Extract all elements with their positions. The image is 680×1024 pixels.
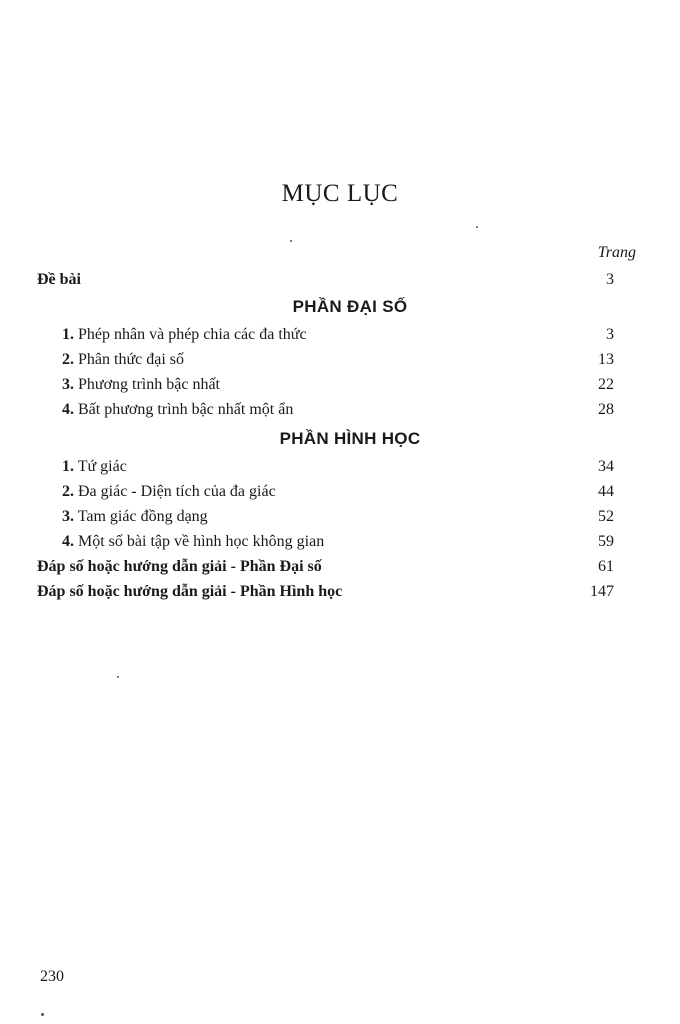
toc-entry-label (62, 348, 184, 372)
toc-entry-label (62, 530, 324, 554)
toc-entry-page: 3 (606, 326, 614, 343)
toc-entry-page: 52 (598, 508, 614, 525)
toc-entry-text: Phép nhân và phép chia các đa thức (78, 326, 307, 343)
toc-entry-number: 4. (62, 401, 74, 418)
toc-entry-text: Tam giác đồng dạng (77, 508, 208, 525)
toc-entry-number: 3. (62, 376, 74, 393)
toc-entry-label: Đáp số hoặc hướng dẫn giải - Phần Hình học (37, 583, 343, 600)
scan-speck (117, 676, 119, 678)
scan-speck (476, 226, 478, 228)
toc-entry-number: 2. (62, 483, 74, 500)
toc-entry-label: Đề bài (37, 271, 81, 288)
toc-entry-algebra-4 (0, 398, 680, 422)
toc-entry-algebra-3 (0, 373, 680, 397)
toc-entry-label: Đáp số hoặc hướng dẫn giải - Phần Đại số (37, 558, 322, 575)
toc-entry-text: Bất phương trình bậc nhất một ẩn (78, 401, 294, 418)
toc-entry-geometry-3 (0, 505, 680, 529)
toc-entry-text: Một số bài tập về hình học không gian (78, 533, 325, 550)
toc-entry-page: 61 (598, 558, 614, 575)
toc-title: MỤC LỤC (281, 180, 399, 207)
scan-speck (290, 240, 292, 242)
toc-entry-text: Đa giác - Diện tích của đa giác (78, 483, 276, 500)
toc-entry-algebra-1 (0, 323, 680, 347)
toc-entry-label (62, 455, 127, 479)
toc-entry-number: 4. (62, 533, 74, 550)
toc-entry-page: 22 (598, 376, 614, 393)
toc-entry-page: 34 (598, 458, 614, 475)
toc-entry-text: Phương trình bậc nhất (78, 376, 220, 393)
toc-entry-answers-algebra (0, 555, 680, 579)
toc-entry-intro (0, 268, 680, 292)
toc-entry-geometry-1 (0, 455, 680, 479)
toc-entry-label (62, 505, 208, 529)
toc-entry-text: Tứ giác (77, 458, 127, 475)
part-heading-geometry: PHẦN HÌNH HỌC (279, 429, 421, 448)
toc-entry-label (62, 323, 307, 347)
toc-entry-page: 28 (598, 401, 614, 418)
toc-entry-page: 147 (590, 583, 614, 600)
toc-entry-geometry-2 (0, 480, 680, 504)
toc-entry-text: Phân thức đại số (78, 351, 184, 368)
toc-entry-label (62, 480, 276, 504)
scan-speck (41, 1013, 44, 1016)
toc-entry-label (62, 373, 220, 397)
toc-entry-number: 1. (62, 326, 74, 343)
toc-entry-geometry-4 (0, 530, 680, 554)
toc-entry-number: 1. (62, 458, 74, 475)
toc-entry-algebra-2 (0, 348, 680, 372)
toc-entry-number: 3. (62, 508, 74, 525)
part-heading-algebra: PHẦN ĐẠI SỐ (292, 297, 408, 316)
toc-entry-page: 44 (598, 483, 614, 500)
toc-entry-page: 13 (598, 351, 614, 368)
toc-entry-answers-geometry (0, 580, 680, 604)
toc-entry-number: 2. (62, 351, 74, 368)
page-number: 230 (40, 968, 64, 985)
toc-entry-label (62, 398, 293, 422)
page-column-label: Trang (597, 244, 636, 261)
toc-entry-page: 59 (598, 533, 614, 550)
toc-entry-page: 3 (606, 271, 614, 288)
